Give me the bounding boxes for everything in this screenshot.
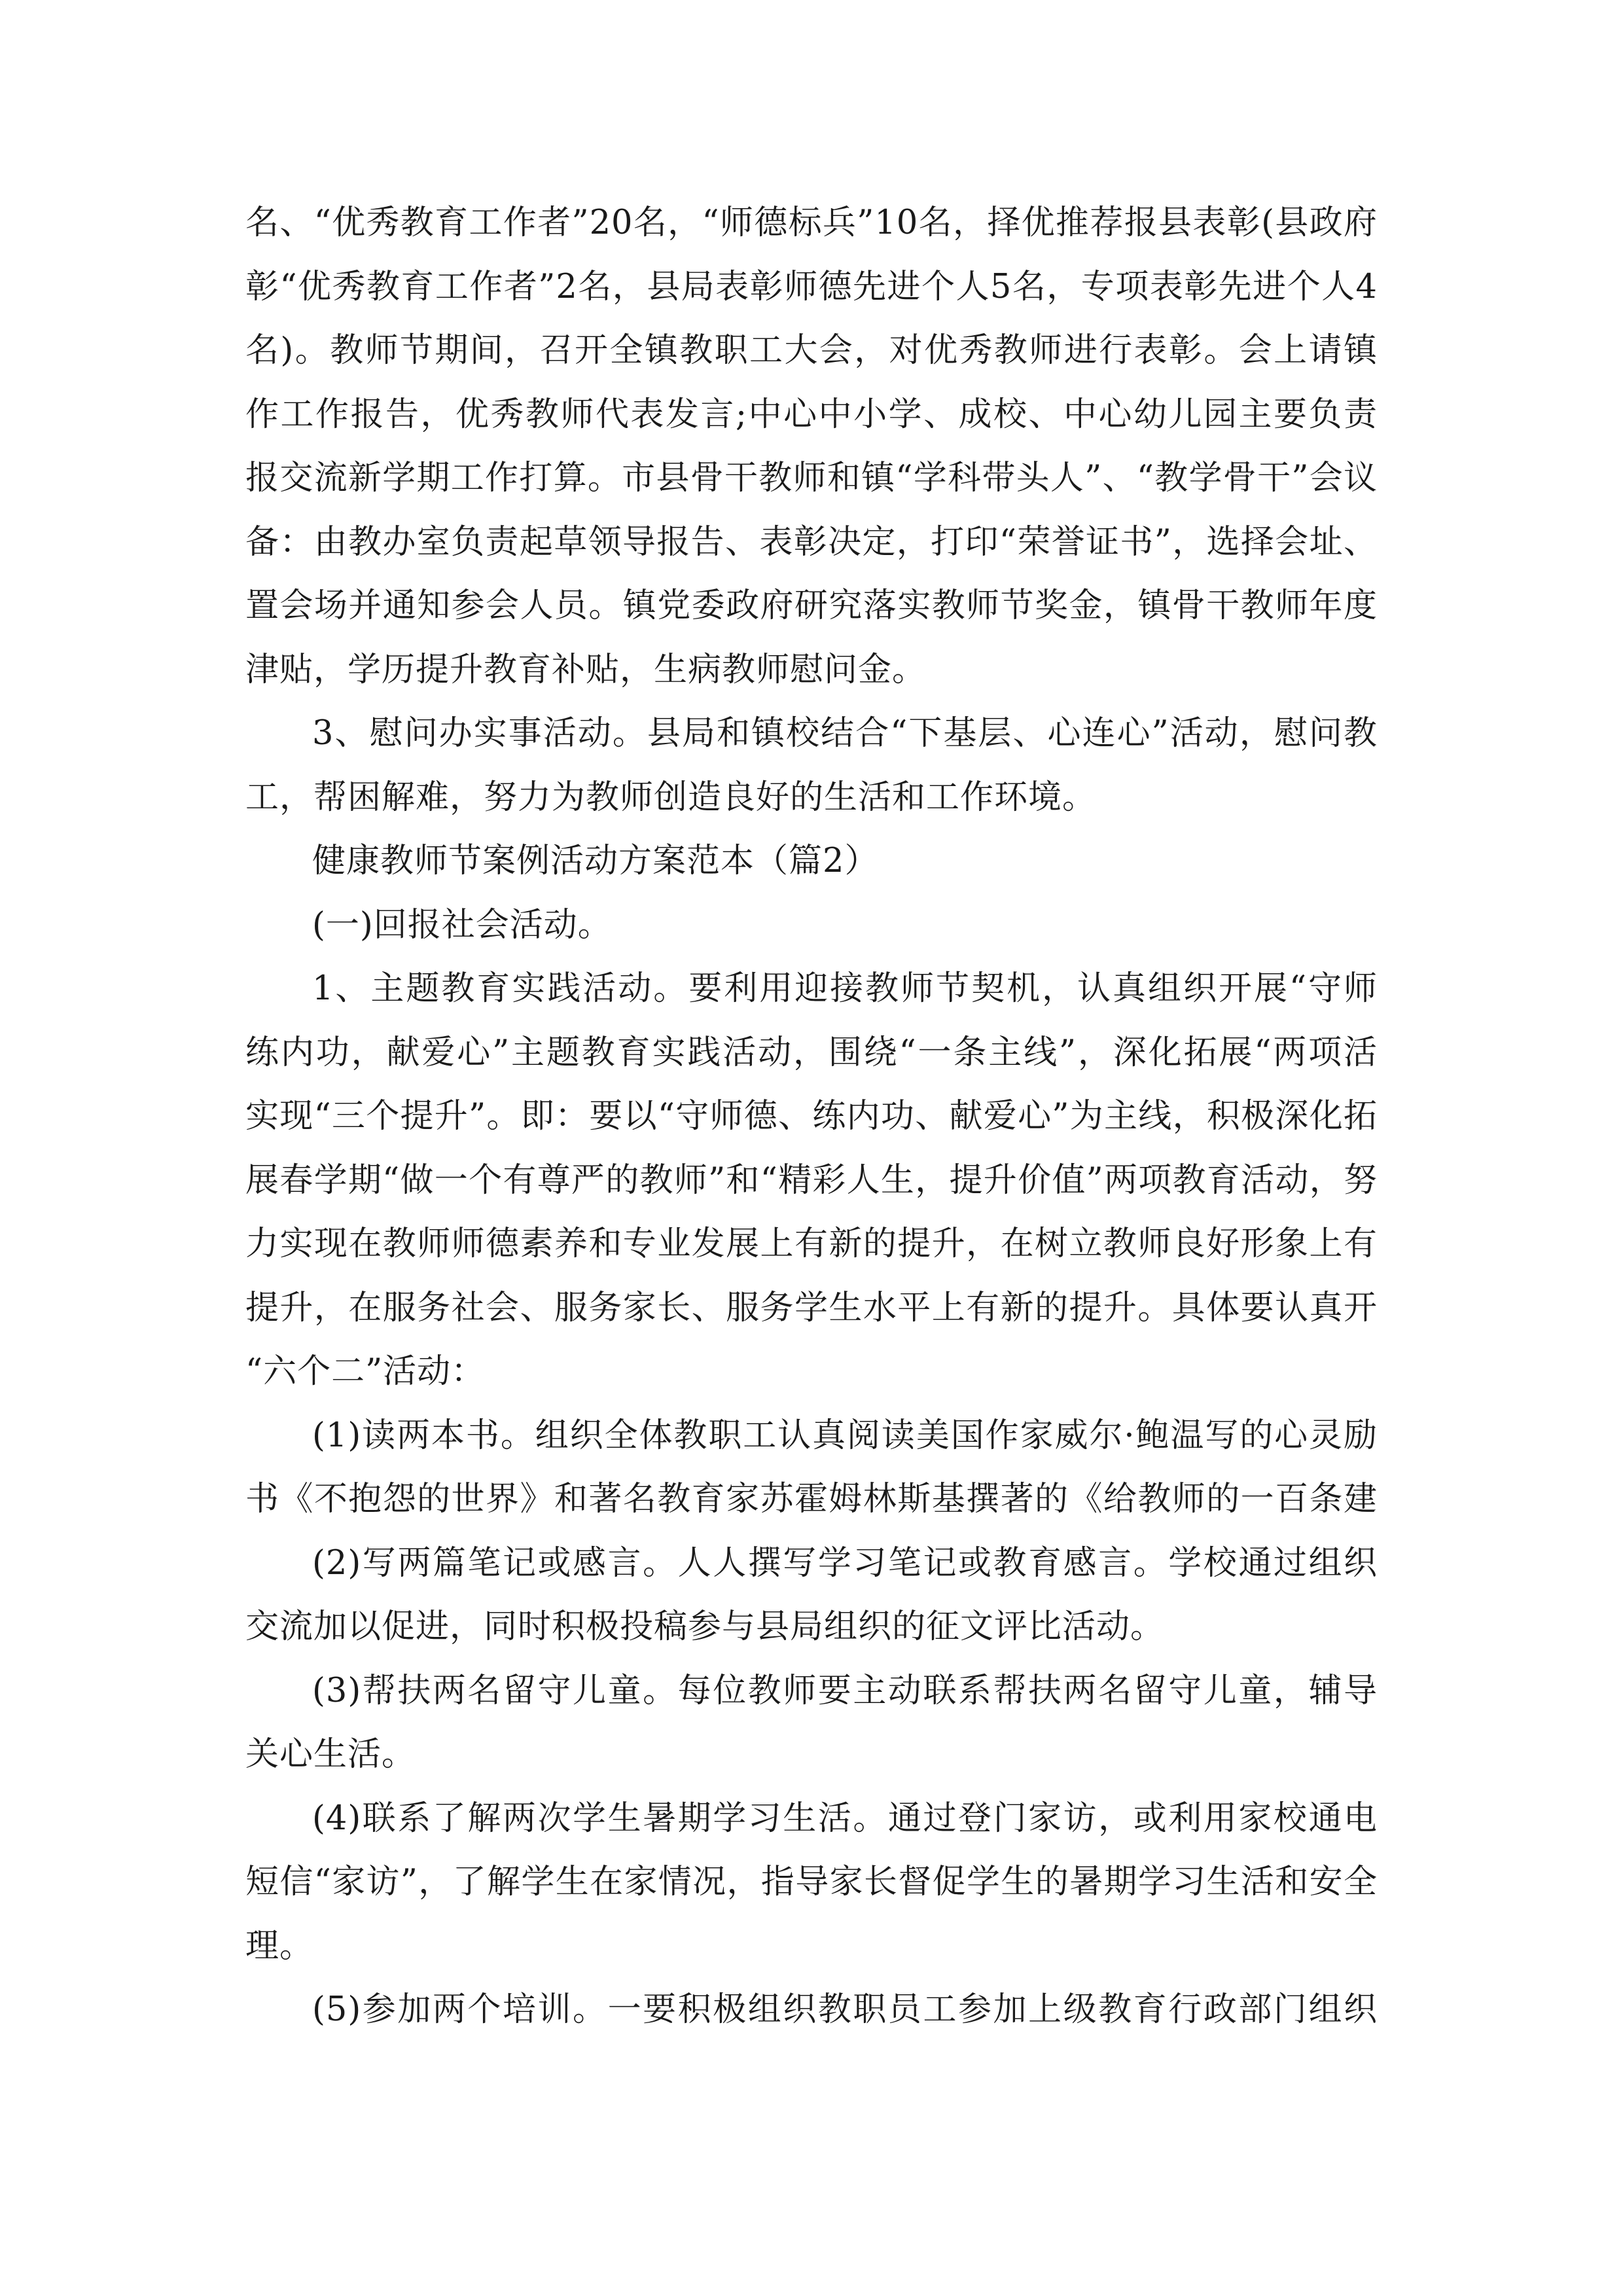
text-line: 力实现在教师师德素养和专业发展上有新的提升，在树立教师良好形象上有	[245, 1225, 1378, 1263]
text-line: (1)读两本书。组织全体教职工认真阅读美国作家威尔·鲍温写的心灵励	[312, 1416, 1378, 1455]
text-line: “六个二”活动：	[245, 1352, 486, 1391]
text-line: (一)回报社会活动。	[312, 905, 612, 944]
text-line: 工，帮困解难，努力为教师创造良好的生活和工作环境。	[245, 778, 1097, 817]
text-line: 置会场并通知参会人员。镇党委政府研究落实教师节奖金，镇骨干教师年度	[245, 586, 1378, 625]
text-line: 名、“优秀教育工作者”20名，“师德标兵”10名，择优推荐报县表彰(县政府	[245, 204, 1378, 242]
text-line: 关心生活。	[245, 1735, 416, 1774]
text-line: 练内功，献爱心”主题教育实践活动，围绕“一条主线”，深化拓展“两项活	[245, 1033, 1378, 1072]
text-line: 3、慰问办实事活动。县局和镇校结合“下基层、心连心”活动，慰问教	[312, 714, 1378, 753]
text-line: 1、主题教育实践活动。要利用迎接教师节契机，认真组织开展“守师	[312, 969, 1378, 1008]
text-line: 提升，在服务社会、服务家长、服务学生水平上有新的提升。具体要认真开	[245, 1288, 1378, 1327]
text-line: 津贴，学历提升教育补贴，生病教师慰问金。	[245, 650, 927, 689]
text-line: 实现“三个提升”。即：要以“守师德、练内功、献爱心”为主线，积极深化拓	[245, 1097, 1378, 1136]
text-line: 书《不抱怨的世界》和著名教育家苏霍姆林斯基撰著的《给教师的一百条建	[245, 1480, 1378, 1518]
text-line: (5)参加两个培训。一要积极组织教职员工参加上级教育行政部门组织	[312, 1990, 1378, 2029]
text-line: 作工作报告，优秀教师代表发言;中心中小学、成校、中心幼儿园主要负责	[245, 395, 1378, 434]
text-line: 报交流新学期工作打算。市县骨干教师和镇“学科带头人”、“教学骨干”会议	[245, 459, 1378, 497]
text-line: (2)写两篇笔记或感言。人人撰写学习笔记或教育感言。学校通过组织	[312, 1543, 1378, 1583]
text-line: 理。	[245, 1926, 314, 1965]
text-line: 彰“优秀教育工作者”2名，县局表彰师德先进个人5名，专项表彰先进个人4	[245, 267, 1378, 306]
text-line: 交流加以促进，同时积极投稿参与县局组织的征文评比活动。	[245, 1607, 1165, 1646]
text-line: 名)。教师节期间，召开全镇教职工大会，对优秀教师进行表彰。会上请镇	[245, 331, 1378, 370]
text-line: 备：由教办室负责起草领导报告、表彰决定，打印“荣誉证书”，选择会址、	[245, 522, 1378, 562]
text-line: 健康教师节案例活动方案范本（篇2）	[312, 842, 879, 880]
text-line: (3)帮扶两名留守儿童。每位教师要主动联系帮扶两名留守儿童，辅导	[312, 1671, 1378, 1710]
document-body	[245, 191, 1378, 2042]
text-line: (4)联系了解两次学生暑期学习生活。通过登门家访，或利用家校通电	[312, 1799, 1378, 1838]
text-line: 展春学期“做一个有尊严的教师”和“精彩人生，提升价值”两项教育活动，努	[245, 1160, 1378, 1200]
text-line: 短信“家访”，了解学生在家情况，指导家长督促学生的暑期学习生活和安全	[245, 1863, 1378, 1901]
